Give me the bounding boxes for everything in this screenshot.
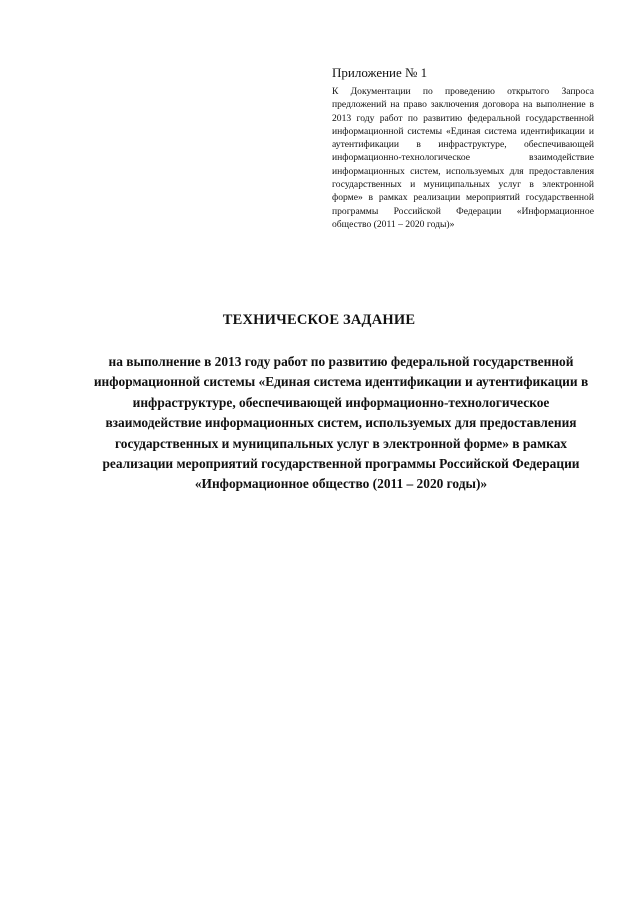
appendix-title: Приложение № 1 <box>332 65 428 80</box>
document-title: ТЕХНИЧЕСКОЕ ЗАДАНИЕ <box>222 312 416 328</box>
document-subtitle: на выполнение в 2013 году работ по развитию федеральной государственной информационной системы «Единая система идентификации и аутентификации в инфраструктуре, обеспечивающей информационно-технологическое взаимодействие информационных систем, используемых для предоставления государственных и муниципальных услуг в электронной форме» в рамках реализации мероприятий государственной программы Российской Федерации «Информационное общество (2011 – 2020 годы)» <box>93 354 589 492</box>
appendix-block <box>332 64 594 231</box>
appendix-description: К Документации по проведению открытого Запроса предложений на право заключения договора на выполнение в 2013 году работ по развитию федеральной государственной информационной системы «Единая система идентификации и аутентификации в инфраструктуре, обеспечивающей информационно-технологическое взаимодействие информационных систем, используемых для предоставления государственных и муниципальных услуг в электронной форме» в рамках реализации мероприятий государственной программы Российской Федерации «Информационное общество (2011 – 2020 годы)» <box>332 86 594 230</box>
